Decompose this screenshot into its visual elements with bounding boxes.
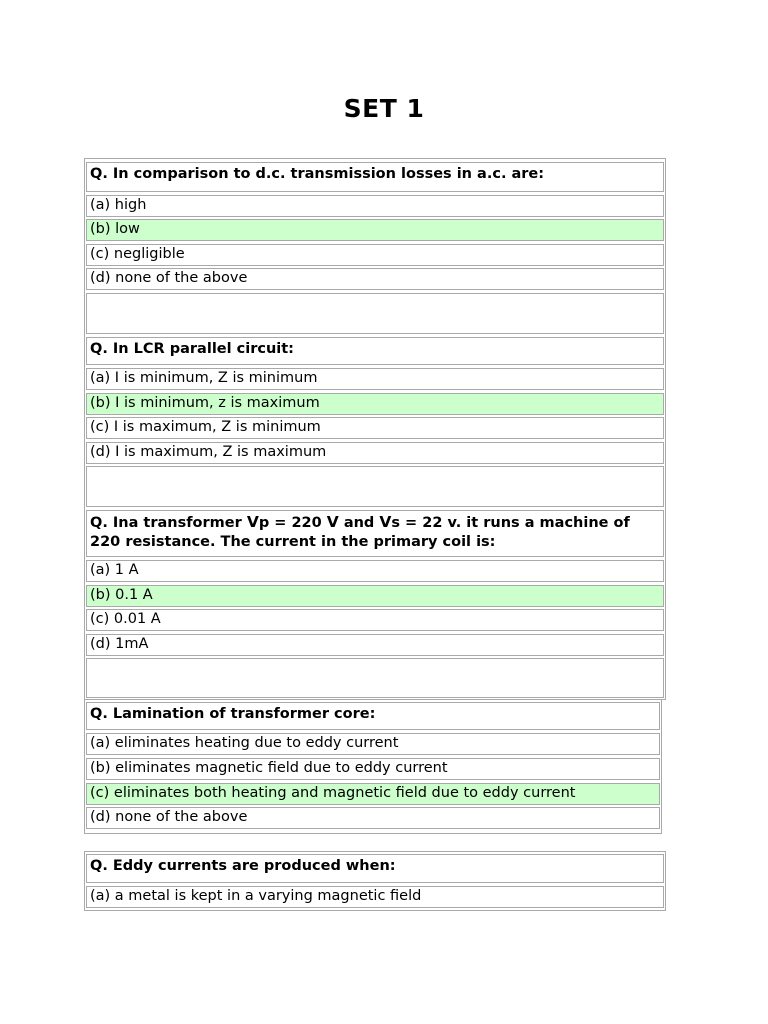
voltage-symbol: V — [379, 513, 392, 531]
option-item: (a) 1 A — [86, 560, 664, 582]
option-item: (a) eliminates heating due to eddy current — [86, 733, 660, 755]
page-title: SET 1 — [343, 94, 425, 123]
option-item: (c) 0.01 A — [86, 609, 664, 631]
question-text: Q. In comparison to d.c. transmission losses in a.c. are: — [86, 162, 664, 192]
option-item-correct: (c) eliminates both heating and magnetic field due to eddy current — [86, 783, 660, 805]
option-item-correct: (b) 0.1 A — [86, 585, 664, 607]
question-text: Q. Eddy currents are produced when: — [86, 854, 664, 883]
question-text-part: p = 220 — [258, 515, 327, 531]
question-table-1 — [84, 158, 666, 700]
question-text-part: Q. Ina transformer — [90, 515, 247, 531]
option-item: (c) I is maximum, Z is minimum — [86, 417, 664, 439]
option-item: (d) I is maximum, Z is maximum — [86, 442, 664, 464]
question-text — [86, 510, 664, 557]
question-text: Q. In LCR parallel circuit: — [86, 337, 664, 365]
question-text-part: and — [338, 515, 380, 531]
option-item: (a) I is minimum, Z is minimum — [86, 368, 664, 390]
option-item-correct: (b) low — [86, 219, 664, 241]
option-item: (d) 1mA — [86, 634, 664, 656]
spacer-row — [86, 293, 664, 334]
option-item-correct: (b) I is minimum, z is maximum — [86, 393, 664, 415]
option-item: (a) high — [86, 195, 664, 217]
option-item: (d) none of the above — [86, 268, 664, 290]
spacer-row — [86, 466, 664, 507]
question-text-part: s = 22 v. it runs a machine of 220 resistance. The current in the primary coil is: — [90, 515, 630, 550]
option-item: (c) negligible — [86, 244, 664, 266]
question-text: Q. Lamination of transformer core: — [86, 702, 660, 730]
option-item: (d) none of the above — [86, 807, 660, 829]
question-table-3 — [84, 851, 666, 911]
question-table-2 — [84, 699, 662, 834]
voltage-symbol: V — [246, 513, 259, 531]
option-item: (a) a metal is kept in a varying magnetic field — [86, 886, 664, 908]
option-item: (b) eliminates magnetic field due to eddy current — [86, 758, 660, 780]
voltage-symbol: V — [326, 513, 339, 531]
spacer-row — [86, 658, 664, 698]
